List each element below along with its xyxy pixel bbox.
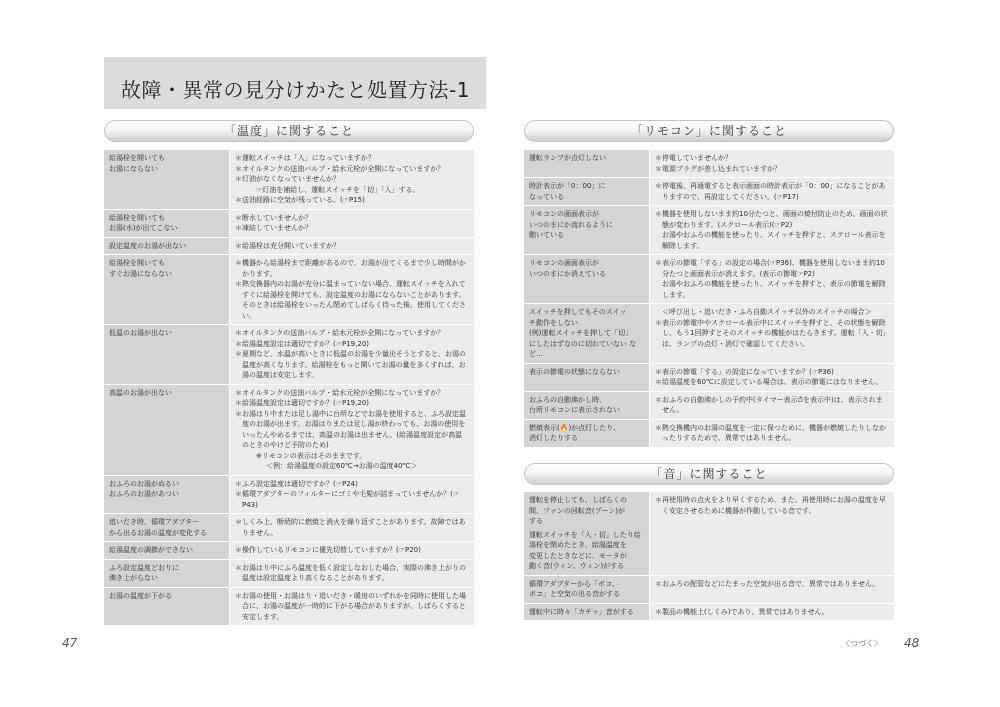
symptom-text: 運転ランプが点灯しない (529, 154, 606, 162)
table-row (524, 575, 894, 603)
symptom-text: 消灯したりする (529, 434, 578, 442)
symptom-text: 追いだき時、循環アダプター (109, 518, 200, 526)
temperature-table (104, 150, 474, 625)
symptom-text: リモコンの画面表示が (529, 210, 599, 218)
remedy-text: ＊再使用時の点火をより早くするため、また、再使用時にお湯の温度を早く安定させるために機器が作動している音です。 (655, 496, 886, 515)
symptom-text: おふろのお湯がぬるい (109, 479, 179, 488)
remedy-cell (230, 514, 474, 541)
remedy-text: ＊お湯はり中にふろ温度を低く設定しなおした場合、実際の沸き上がりの温度は設定温度より高くなることがあります。 (235, 563, 466, 582)
symptom-text: 台所リモコンに表示されない (529, 406, 620, 414)
remedy-cell (230, 588, 474, 626)
symptom-text: 循環アダプターから「ボコ、 (529, 579, 619, 588)
remedy-text: ＊オイルタンクの送油バルブ・給水元栓が全開になっていますか？ (235, 388, 445, 397)
symptom-text: する (529, 517, 543, 525)
symptom-text: 給湯温度の調節ができない (109, 546, 193, 554)
symptom-text: 給湯栓を開いても (109, 154, 165, 162)
symptom-cell (104, 255, 230, 324)
remedy-cell (650, 206, 894, 254)
page-number-left: 47 (62, 636, 78, 650)
symptom-text: お湯(水)が出てこない (109, 224, 178, 232)
table-row (524, 150, 894, 177)
remedy-text: ＊機器を使用しないまま約10分たつと、画面の焼付防止のため、画面の状態が変わります。(スクロール表示)(☞P2) (655, 210, 888, 229)
symptom-cell (104, 238, 230, 255)
symptom-cell (104, 588, 230, 626)
remedy-cell (230, 150, 474, 209)
remedy-cell (230, 476, 474, 514)
remedy-text: ＊表示の節電「する」の設定になっていますか？(☞P36) (655, 367, 834, 376)
symptom-cell (104, 385, 230, 475)
remedy-cell (650, 255, 894, 303)
symptom-text: 間、ファンの回転音(ブーン)が (529, 506, 625, 515)
table-row (104, 541, 474, 559)
section-heading-temperature: 「温度」に関すること (104, 120, 474, 142)
sound-table (524, 492, 894, 620)
remedy-text: ＊お湯はり中または足し湯中に台所などでお湯を使用すると、ふろ設定温度のお湯が出ます。お湯はりまたは足し湯が終わっても、お湯の使用をいったんやめるまでは、高温のお湯は出ません。(給湯温度設定が高温のときのやけど予防のため) (235, 409, 466, 449)
symptom-cell (524, 492, 650, 575)
symptom-text: すぐお湯にならない (109, 269, 172, 278)
symptom-cell (104, 325, 230, 384)
remedy-cell (650, 178, 894, 205)
symptom-text: にしたはずなのに切れていない など… (529, 339, 637, 358)
table-row (104, 559, 474, 587)
remedy-cell (650, 576, 894, 603)
symptom-text: 給湯栓を開いても (109, 259, 165, 267)
remedy-text: ＊製品の機能上(しくみ)であり、異常ではありません。 (655, 607, 829, 616)
remedy-text: ＊おふろの配管などにたまった空気が出る音で、異常ではありません。 (655, 579, 880, 588)
remedy-text: ＊オイルタンクの送油バルブ・給水元栓が全開になっていますか？ (235, 164, 445, 173)
symptom-text: リモコンの画面表示が (529, 259, 599, 267)
remedy-cell (650, 604, 894, 621)
symptom-text: いつのまにか消えている (529, 269, 606, 278)
symptom-text: おふろの自動沸かし時、 (529, 395, 606, 404)
remedy-text: ＊停電していませんか？ (655, 154, 732, 162)
symptom-text: いつのまにか流れるように (529, 220, 613, 229)
remedy-cell (650, 492, 894, 575)
symptom-text: 時計表示が「0：00」に (529, 182, 606, 190)
remedy-cell (650, 364, 894, 391)
table-row (524, 492, 894, 575)
table-row (104, 324, 474, 384)
remedy-text: ※リモコンの表示はそのままです。 (256, 451, 367, 460)
remedy-cell (650, 150, 894, 177)
symptom-cell (104, 542, 230, 559)
symptom-cell (524, 255, 650, 303)
remedy-text: ＊お湯の使用・お湯はり・追いだき・暖房のいずれかを同時に使用した場合に、お湯の温度が一時的に下がる場合がありますが、しばらくすると安定します。 (235, 591, 466, 621)
table-row (524, 177, 894, 205)
symptom-text: チ動作をしない (529, 318, 578, 327)
remedy-text: お湯やおふろの機能を使ったり、スイッチを押すと、表示の節電を解除します。 (662, 280, 886, 299)
remedy-cell (230, 238, 474, 255)
page-number-right: 48 (904, 636, 920, 650)
remedy-text: ＊灯油がなくなっていませんか？ (235, 175, 340, 183)
table-row (524, 303, 894, 363)
table-row (104, 384, 474, 475)
symptom-text: おふろのお湯があつい (109, 490, 179, 498)
table-row (104, 475, 474, 514)
remedy-text: ＊停電後、再通電すると表示画面の時計表示が「0：00」になることがありますので、再設定してください。(☞P17) (655, 182, 886, 201)
symptom-text: 低温のお湯が出ない (109, 329, 172, 337)
remote-table (524, 150, 894, 447)
symptom-text: (例)運転スイッチを押して「切」 (529, 329, 633, 337)
remedy-text: ＊送油経路に空気が残っている。(☞P15) (235, 196, 365, 204)
remedy-text: ＊オイルタンクの送油バルブ・給水元栓が全開になっていますか？ (235, 329, 445, 337)
remedy-text: ＊おふろの自動沸かしの予約中(タイマー表示⏱を表示中)は、表示されません。 (655, 395, 883, 414)
symptom-cell (104, 150, 230, 209)
remedy-text: ＜呼び出し・追いだき・ふろ自動スイッチ以外のスイッチの場合＞ (662, 308, 872, 316)
symptom-text: 動く音(ウィン、ウィン)がする (529, 562, 625, 570)
symptom-text: 高温のお湯が出ない (109, 388, 172, 397)
remedy-text: ＊ふろ設定温度は適切ですか？(☞P24) (235, 479, 358, 488)
symptom-cell (524, 206, 650, 254)
remedy-cell (650, 392, 894, 419)
symptom-text: お湯にならない (109, 164, 158, 173)
remedy-text: ＊断水していませんか？ (235, 213, 312, 222)
remedy-text: ＊熱交換器内のお湯が充分に温まっていない場合、運転スイッチを入れてすぐに給湯栓を開けても、設定温度のお湯にならないことがあります。そのときは給湯栓をいったん閉めてしばらく待った後、使用してください。 (235, 280, 466, 320)
remedy-text: ＊凍結していませんか？ (235, 224, 312, 232)
symptom-cell (524, 178, 650, 205)
symptom-text: なっている (529, 192, 564, 201)
remedy-cell (230, 255, 474, 324)
remedy-cell (230, 542, 474, 559)
symptom-text: 設定温度のお湯が出ない (109, 241, 186, 250)
remedy-text: ＊表示の節電「する」の設定の場合(☞P36)、機器を使用しないまま約10分たつと画面表示が消えます。(表示の節電☞P2) (655, 259, 885, 278)
table-row (524, 205, 894, 254)
table-row (524, 391, 894, 419)
remedy-text: ＊運転スイッチは「入」になっていますか？ (235, 154, 375, 162)
symptom-text: 運転スイッチを「入・切」したり給 (529, 530, 641, 539)
remedy-text: ＊夏期など、水温が高いときに低温のお湯を少量出そうとすると、お湯の温度が高くなります。給湯栓をもっと開いてお湯の量を多くすれば、お湯の温度は安定します。 (235, 350, 466, 379)
symptom-text: 表示の節電の状態にならない (529, 367, 620, 376)
symptom-cell (104, 514, 230, 541)
remedy-text: ＊熱交換機内のお湯の温度を一定に保つために、機器が燃焼したりしなかったりするためで、異常ではありません。 (655, 423, 886, 442)
remedy-text: ＊給湯温度を60℃に設定している場合は、表示の節電にはなりません。 (655, 378, 883, 386)
symptom-text: 運転中に時々「カチッ」音がする (529, 607, 634, 616)
symptom-text: ふろ設定温度どおりに (109, 563, 179, 572)
table-row (104, 209, 474, 237)
continued-label: 〈つづく〉 (842, 639, 882, 648)
symptom-text: 変更したときなどに、モータが (529, 551, 627, 560)
section-heading-sound: 「音」に関すること (524, 463, 894, 485)
remedy-text: ＊給湯温度設定は適切ですか？(☞P19,20) (235, 399, 369, 407)
symptom-cell (524, 604, 650, 621)
table-row (104, 237, 474, 255)
symptom-text: 燃焼表示(🔥)が点灯したり、 (529, 423, 621, 432)
remedy-text: ＊循環アダプターのフィルターにゴミや毛髪が詰まっていませんか？(☞P43) (235, 490, 460, 509)
symptom-text: 運転を停止しても、しばらくの (529, 496, 627, 504)
symptom-cell (104, 210, 230, 237)
remedy-cell (230, 385, 474, 475)
remedy-text: ＊しくみ上、断続的に燃焼と消火を繰り返すことがあります。故障ではありません。 (235, 518, 466, 537)
remedy-cell (230, 325, 474, 384)
symptom-text: 給湯栓を開いても (109, 213, 165, 222)
remedy-text: お湯やおふろの機能を使ったり、スイッチを押すと、スクロール表示を解除します。 (662, 231, 886, 250)
remedy-text: ☞灯油を補給し、運転スイッチを「切」「入」する。 (256, 185, 420, 194)
remedy-text: ＊表示の節電中やスクロール表示中にスイッチを押すと、その状態を解除し、もう1回押すとそのスイッチの機能がはたらきます。運転「入・切」は、ランプの点灯・消灯で確認してください。 (655, 318, 887, 348)
section-heading-remote: 「リモコン」に関すること (524, 120, 894, 142)
symptom-cell (104, 476, 230, 514)
remedy-text: ＊給湯温度設定は適切ですか？(☞P19,20) (235, 339, 369, 348)
remedy-text: ＊給湯栓は充分開いていますか？ (235, 241, 340, 250)
symptom-text: 動いている (529, 231, 564, 239)
symptom-text: から出るお湯の温度が変化する (109, 528, 207, 537)
remedy-text: ＊電源プラグが差し込まれていますか？ (655, 164, 781, 173)
symptom-text: 沸き上がらない (109, 574, 158, 582)
table-row (104, 513, 474, 541)
symptom-cell (524, 392, 650, 419)
symptom-text: ボコ」と空気の出る音がする (529, 590, 620, 598)
table-row (524, 419, 894, 447)
page-title: 故障・異常の見分けかたと処置方法-1 (121, 78, 470, 102)
remedy-text: ＊操作しているリモコンに優先切替していますか？(☞P20) (235, 546, 421, 554)
table-row (524, 603, 894, 621)
remedy-cell (230, 210, 474, 237)
remedy-text: ＊機器から給湯栓まで距離があるので、お湯が出てくるまで少し時間がかかります。 (235, 259, 466, 278)
symptom-cell (524, 150, 650, 177)
remedy-cell (230, 560, 474, 587)
symptom-cell (524, 576, 650, 603)
symptom-text: 湯栓を閉めたとき、給湯温度を (529, 541, 627, 549)
symptom-cell (524, 364, 650, 391)
symptom-text: スイッチを押してもそのスイッ (529, 308, 627, 316)
table-row (104, 150, 474, 209)
remedy-text: ＜例：給湯温度の設定60℃→お湯の温度40℃＞ (266, 462, 418, 470)
remedy-cell (650, 304, 894, 363)
symptom-cell (524, 420, 650, 447)
remedy-cell (650, 420, 894, 447)
table-row (524, 363, 894, 391)
table-row (104, 587, 474, 626)
symptom-cell (524, 304, 650, 363)
table-row (104, 254, 474, 324)
symptom-cell (104, 560, 230, 587)
symptom-text: お湯の温度が下がる (109, 591, 172, 600)
table-row (524, 254, 894, 303)
